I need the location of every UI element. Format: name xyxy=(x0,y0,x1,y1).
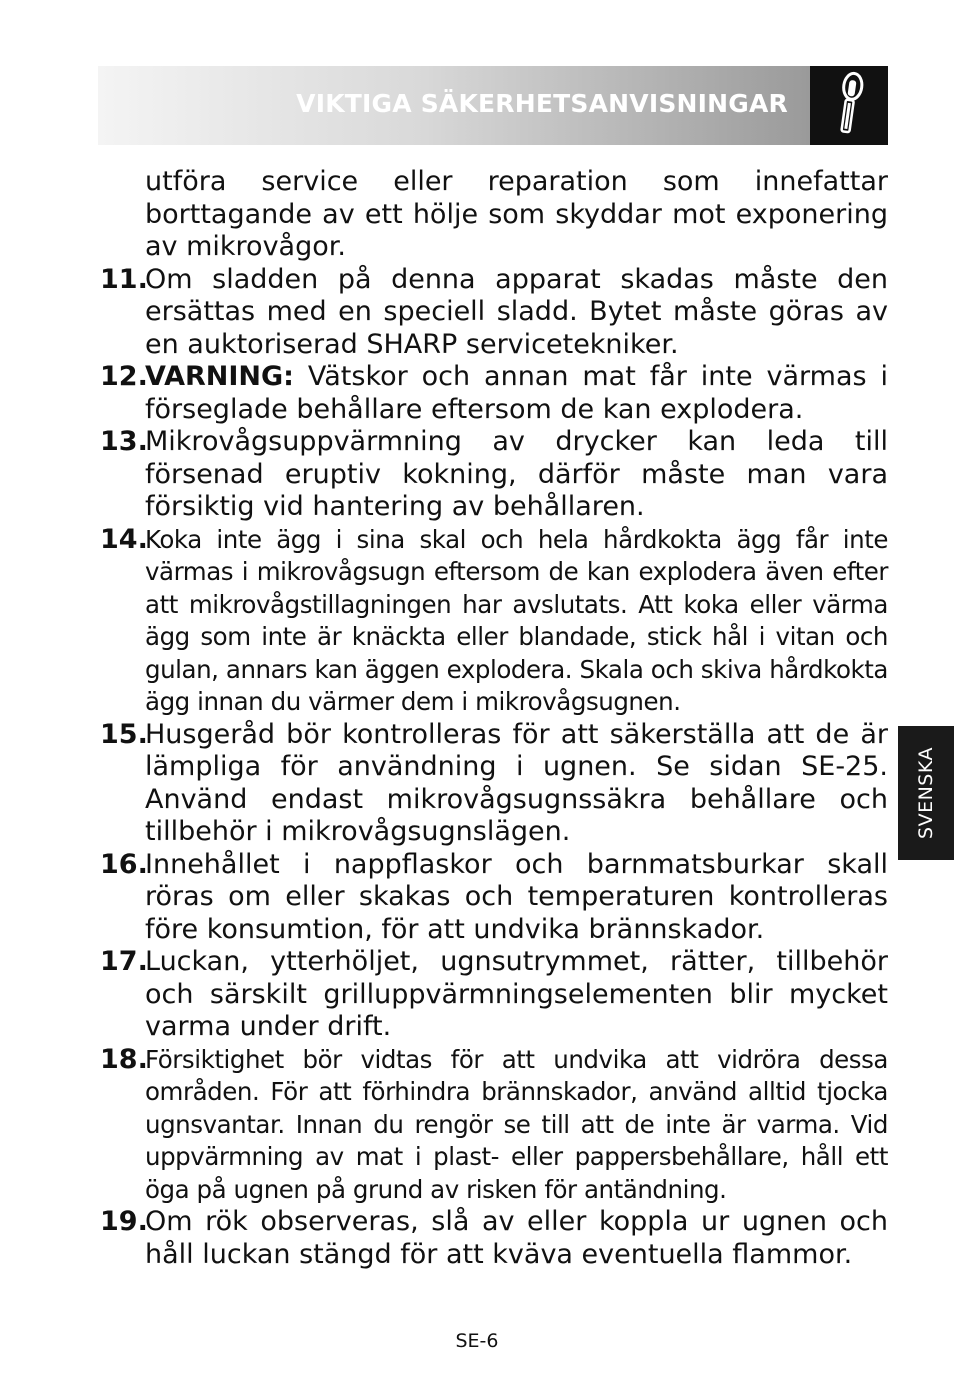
item-number: 19. xyxy=(100,1206,148,1237)
item-text: Om rök observeras, slå av eller koppla ur ugnen och håll luckan stängd för att kväva eventuella flammor. xyxy=(145,1206,888,1270)
item-text: Koka inte ägg i sina skal och hela hårdkokta ägg får inte värmas i mikrovågsugn eftersom de kan explodera även efter att mikrovågstillagningen har avslutats. Att koka eller värma ägg som inte är knäckta eller blandade, stick hål i vitan och gulan, annars kan äggen explodera. Skala och skiva hårdkokta ägg innan du värmer dem i mikrovågsugnen. xyxy=(145,524,888,716)
language-tab-label: SVENSKA xyxy=(915,747,937,839)
instruction-item-18 xyxy=(100,1044,888,1207)
item-number: 14. xyxy=(100,523,148,555)
item-text: Husgeråd bör kontrolleras för att säkerställa att de är lämpliga för användning i ugnen. Se sidan SE-25. Använd endast mikrovågsugnssäkra behållare och tillbehör i mikrovågsugnslägen. xyxy=(145,718,888,847)
item-text: Vätskor och annan mat får inte värmas i förseglade behållare eftersom de kan explodera. xyxy=(145,361,888,425)
item-text: Luckan, ytterhöljet, ugnsutrymmet, rätter, tillbehör och särskilt grilluppvärmningselementen blir mycket varma under drift. xyxy=(145,946,888,1042)
page-number: SE-6 xyxy=(455,1330,499,1352)
instruction-item-16 xyxy=(100,849,888,947)
item-text: Mikrovågsuppvärmning av drycker kan leda till försenad eruptiv kokning, därför måste man vara försiktig vid hantering av behållaren. xyxy=(145,426,888,522)
safety-instructions xyxy=(100,166,888,1271)
item-number: 17. xyxy=(100,946,148,977)
item-number: 11. xyxy=(100,263,148,295)
instruction-item-14 xyxy=(100,524,888,719)
header-title: VIKTIGA SÄKERHETSANVISNINGAR xyxy=(296,89,788,118)
instruction-item-17 xyxy=(100,946,888,1044)
warning-label: VARNING: xyxy=(145,361,294,392)
continuation-paragraph xyxy=(100,166,888,264)
instruction-item-13 xyxy=(100,426,888,524)
instruction-item-15 xyxy=(100,719,888,849)
exclamation-icon xyxy=(810,66,888,145)
item-number: 13. xyxy=(100,426,148,457)
instruction-item-11 xyxy=(100,264,888,362)
continuation-text: utföra service eller reparation som innefattar borttagande av ett hölje som skyddar mot exponering av mikrovågor. xyxy=(145,166,888,262)
instruction-item-12 xyxy=(100,361,888,426)
item-text: Försiktighet bör vidtas för att undvika att vidröra dessa områden. För att förhindra brännskador, använd alltid tjocka ugnsvantar. Innan du rengör se till att de inte är varma. Vid uppvärmning av mat i plast- eller pappersbehållare, håll ett öga på ugnen på grund av risken för antändning. xyxy=(145,1044,888,1204)
item-number: 16. xyxy=(100,848,148,880)
section-header xyxy=(98,66,810,145)
item-number: 18. xyxy=(100,1043,148,1075)
item-number: 15. xyxy=(100,718,148,750)
item-text: Om sladden på denna apparat skadas måste den ersättas med en speciell sladd. Bytet måste göras av en auktoriserad SHARP servicetekniker. xyxy=(145,263,888,360)
instruction-item-19 xyxy=(100,1206,888,1271)
language-tab xyxy=(898,726,954,860)
item-number: 12. xyxy=(100,361,148,392)
header-icon-box xyxy=(810,66,888,145)
item-text: Innehållet i nappflaskor och barnmatsburkar skall röras om eller skakas och temperaturen kontrolleras före konsumtion, för att undvika brännskador. xyxy=(145,848,888,945)
